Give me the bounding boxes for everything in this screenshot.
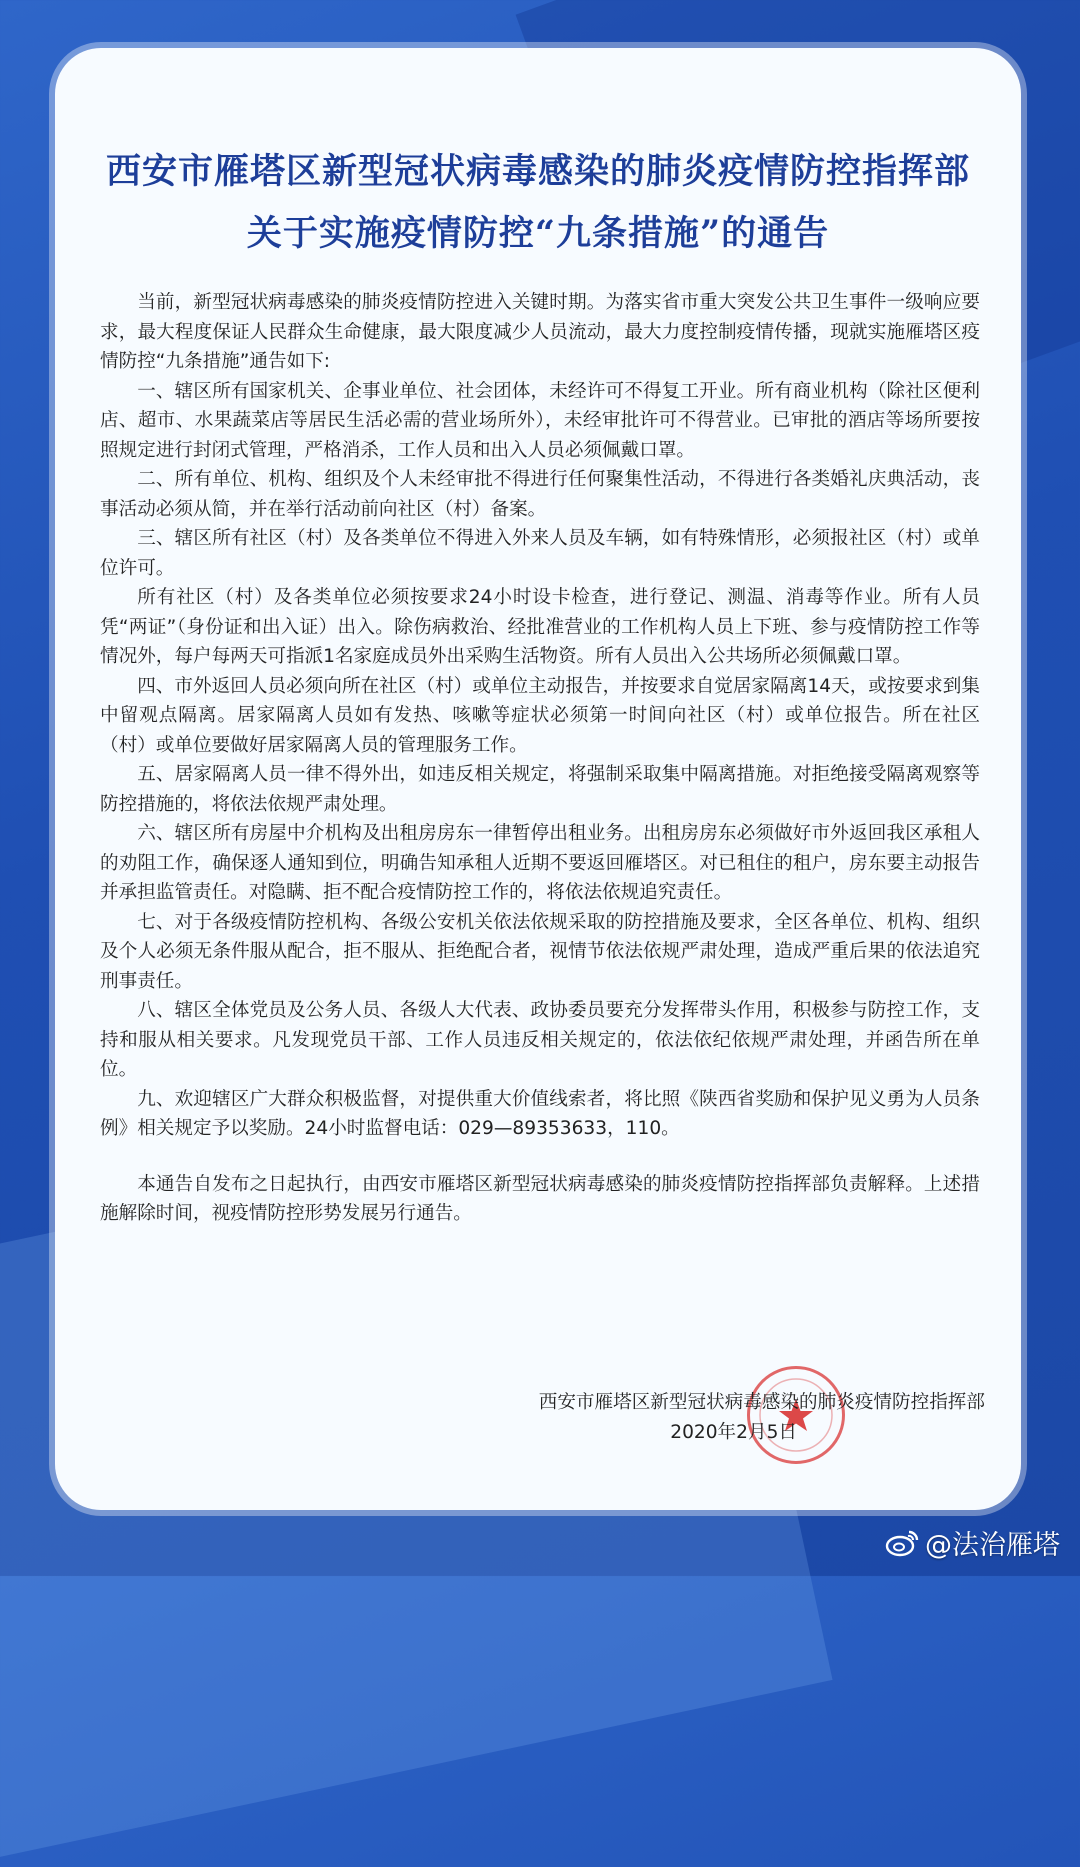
- notice-card: [55, 48, 1021, 1510]
- paragraph: 一、辖区所有国家机关、企事业单位、社会团体，未经许可不得复工开业。所有商业机构（除社区便利店、超市、水果蔬菜店等居民生活必需的营业场所外），未经审批许可不得营业。已审批的酒店等场所要按照规定进行封闭式管理，严格消杀，工作人员和出入人员必须佩戴口罩。: [100, 380, 980, 461]
- weibo-icon: [885, 1529, 919, 1557]
- watermark: [885, 1523, 1060, 1562]
- paragraph: 所有社区（村）及各类单位必须按要求24小时设卡检查，进行登记、测温、消毒等作业。所有人员凭“两证”（身份证和出入证）出入。除伤病救治、经批准营业的工作机构人员上下班、参与疫情防控工作等情况外，每户每两天可指派1名家庭成员外出采购生活物资。所有人员出入公共场所必须佩戴口罩。: [100, 587, 980, 667]
- signature-organization: 西安市雁塔区新型冠状病毒感染的肺炎疫情防控指挥部: [538, 1392, 985, 1413]
- signature-date: 2020年2月5日: [670, 1422, 797, 1443]
- paragraph: 五、居家隔离人员一律不得外出，如违反相关规定，将强制采取集中隔离措施。对拒绝接受隔离观察等防控措施的，将依法依规严肃处理。: [100, 764, 980, 815]
- paragraph: 当前，新型冠状病毒感染的肺炎疫情防控进入关键时期。为落实省市重大突发公共卫生事件一级响应要求，最大程度保证人民群众生命健康，最大限度减少人员流动，最大力度控制疫情传播，现就实施雁塔区疫情防控“九条措施”通告如下:: [100, 292, 980, 372]
- paragraph: 七、对于各级疫情防控机构、各级公安机关依法依规采取的防控措施及要求，全区各单位、机构、组织及个人必须无条件服从配合，拒不服从、拒绝配合者，视情节依法依规严肃处理，造成严重后果的依法追究刑事责任。: [100, 911, 980, 992]
- paragraph: 九、欢迎辖区广大群众积极监督，对提供重大价值线索者，将比照《陕西省奖励和保护见义勇为人员条例》相关规定予以奖励。24小时监督电话：029—89353633，110。: [100, 1088, 980, 1139]
- watermark-text: @法治雁塔: [925, 1530, 1060, 1561]
- closing-paragraph: 本通告自发布之日起执行，由西安市雁塔区新型冠状病毒感染的肺炎疫情防控指挥部负责解释。上述措施解除时间，视疫情防控形势发展另行通告。: [100, 1173, 980, 1224]
- paragraph: 二、所有单位、机构、组织及个人未经审批不得进行任何聚集性活动，不得进行各类婚礼庆典活动，丧事活动必须从简，并在举行活动前向社区（村）备案。: [100, 469, 980, 520]
- signature-block: [539, 1388, 985, 1448]
- notice-body: [100, 288, 980, 1229]
- paragraph: 四、市外返回人员必须向所在社区（村）或单位主动报告，并按要求自觉居家隔离14天，或按要求到集中留观点隔离。居家隔离人员如有发热、咳嗽等症状必须第一时间向社区（村）或单位报告。所在社区（村）或单位要做好居家隔离人员的管理服务工作。: [100, 675, 980, 756]
- paragraph: 三、辖区所有社区（村）及各类单位不得进入外来人员及车辆，如有特殊情形，必须报社区（村）或单位许可。: [100, 528, 980, 579]
- paragraph: 六、辖区所有房屋中介机构及出租房房东一律暂停出租业务。出租房房东必须做好市外返回我区承租人的劝阻工作，确保逐人通知到位，明确告知承租人近期不要返回雁塔区。对已租住的租户，房东要主动报告并承担监管责任。对隐瞒、拒不配合疫情防控工作的，将依法依规追究责任。: [100, 823, 980, 903]
- document-title: 西安市雁塔区新型冠状病毒感染的肺炎疫情防控指挥部: [105, 151, 970, 192]
- document-subtitle: 关于实施疫情防控“九条措施”的通告: [246, 213, 830, 254]
- paragraph: 八、辖区全体党员及公务人员、各级人大代表、政协委员要充分发挥带头作用，积极参与防控工作，支持和服从相关要求。凡发现党员干部、工作人员违反相关规定的，依法依纪依规严肃处理，并函告所在单位。: [100, 1000, 980, 1080]
